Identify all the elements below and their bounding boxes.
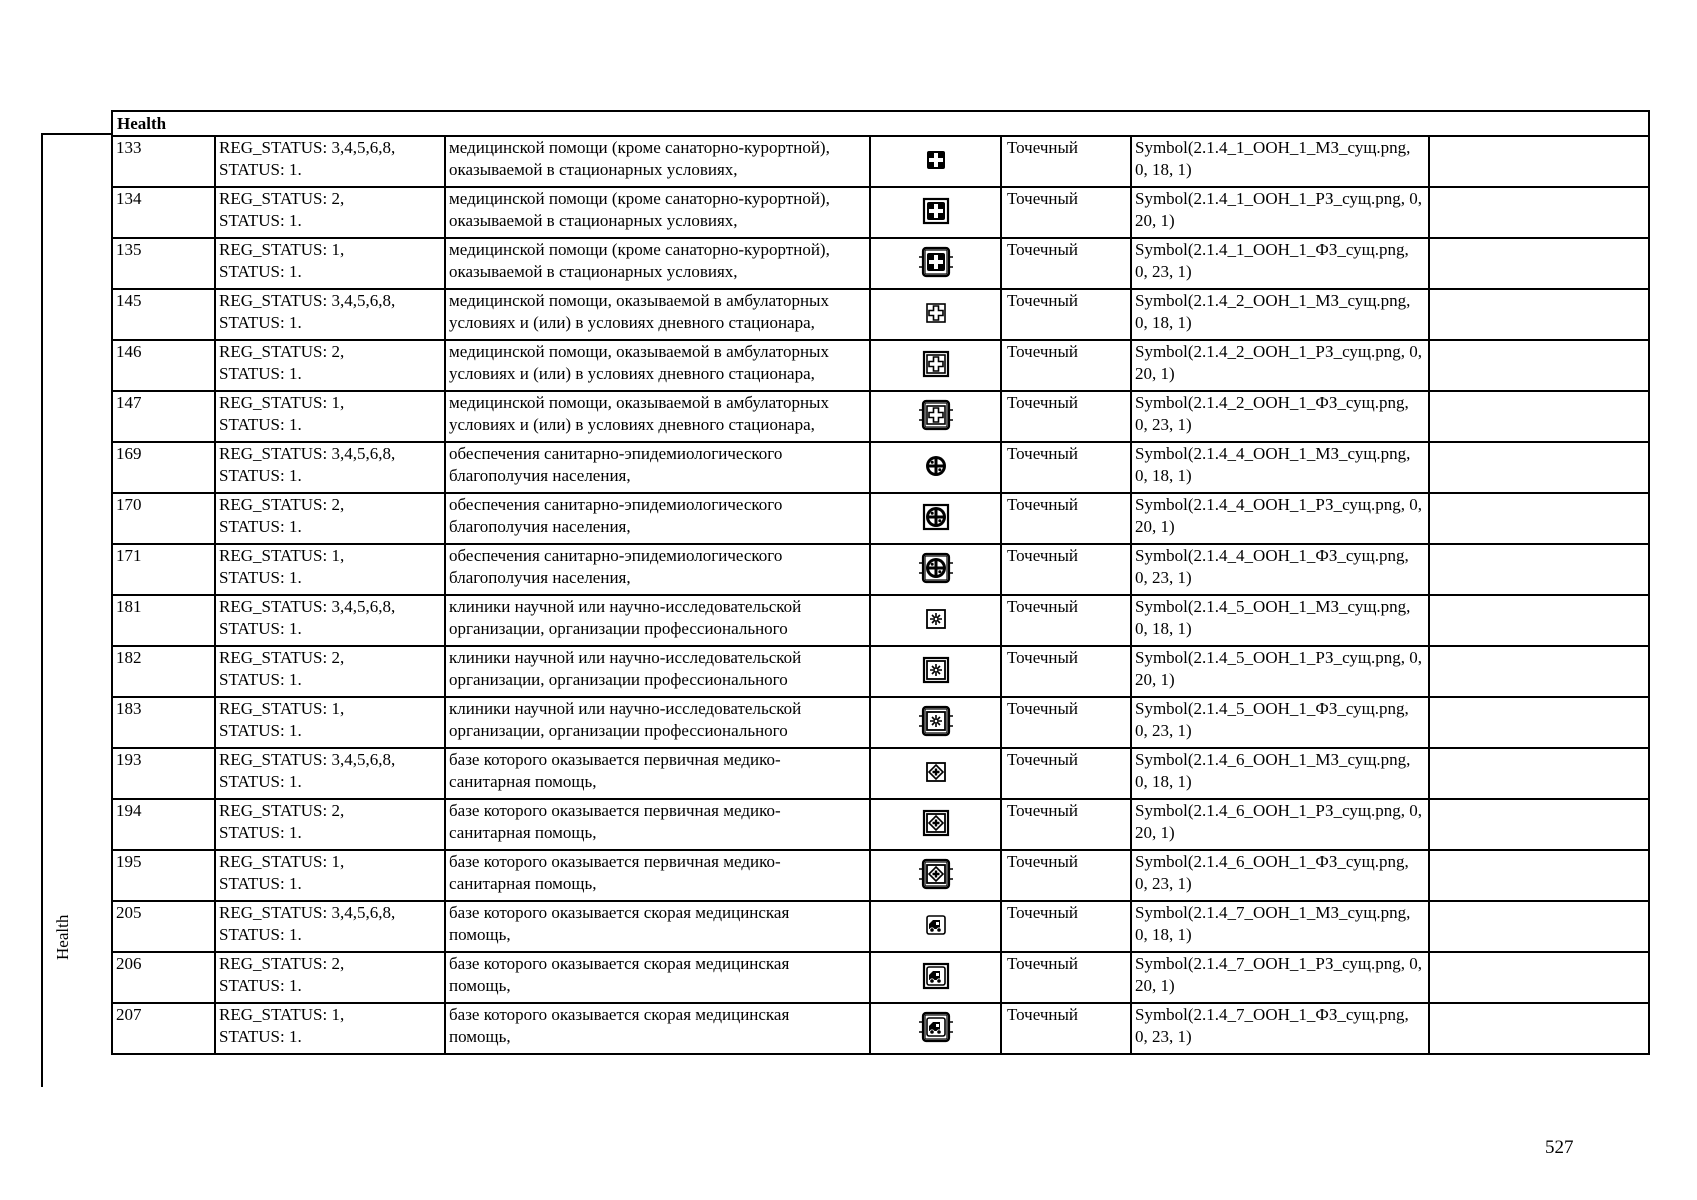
geometry-type-cell [1001,544,1131,595]
row-id-cell [112,850,215,901]
description-text: клиники научной или научно-исследовательской организации, организации профессионального [449,648,802,689]
geometry-type: Точечный [1007,393,1079,412]
table-row [112,697,1649,748]
geometry-type: Точечный [1007,699,1079,718]
description-cell [445,544,870,595]
symbol-file-cell [1131,442,1429,493]
symbol-cell [870,697,1001,748]
description-text: медицинской помощи (кроме санаторно-курортной), оказываемой в стационарных условиях, [449,240,830,281]
outline-cross-icon [914,392,958,438]
description-text: медицинской помощи (кроме санаторно-курортной), оказываемой в стационарных условиях, [449,138,830,179]
row-id-cell [112,1003,215,1054]
row-id-cell [112,187,215,238]
row-id-cell [112,136,215,187]
row-id-cell [112,697,215,748]
description-text: медицинской помощи, оказываемой в амбулаторных условиях и (или) в условиях дневного стационара, [449,393,829,434]
empty-cell [1429,544,1649,595]
status-text: REG_STATUS: 2, STATUS: 1. [219,342,345,383]
geometry-type: Точечный [1007,648,1079,667]
description-cell [445,748,870,799]
geometry-type-cell [1001,799,1131,850]
geometry-type: Точечный [1007,546,1079,565]
sanitary-icon [914,545,958,591]
status-text: REG_STATUS: 1, STATUS: 1. [219,1005,345,1046]
cross-icon [914,137,958,183]
description-cell [445,952,870,1003]
row-id-cell [112,238,215,289]
symbol-file-cell [1131,901,1429,952]
geometry-type: Точечный [1007,240,1079,259]
status-text: REG_STATUS: 3,4,5,6,8, STATUS: 1. [219,903,396,944]
status-cell [215,595,445,646]
diamond-cross-icon [914,749,958,795]
description-text: базе которого оказывается первичная медико- санитарная помощь, [449,852,781,893]
symbol-file: Symbol(2.1.4_6_ООН_1_МЗ_сущ.png, 0, 18, 1) [1135,750,1411,791]
status-cell [215,340,445,391]
ambulance-icon [914,902,958,948]
row-id: 207 [116,1005,142,1024]
description-text: медицинской помощи, оказываемой в амбулаторных условиях и (или) в условиях дневного стационара, [449,291,829,332]
symbol-file: Symbol(2.1.4_6_ООН_1_РЗ_сущ.png, 0, 20, 1) [1135,801,1422,842]
symbol-cell [870,238,1001,289]
table-row [112,340,1649,391]
symbol-file-cell [1131,748,1429,799]
description-cell [445,697,870,748]
table-row [112,187,1649,238]
symbol-cell [870,850,1001,901]
diamond-cross-icon [914,851,958,897]
geometry-type-cell [1001,391,1131,442]
geometry-type-cell [1001,901,1131,952]
description-text: медицинской помощи (кроме санаторно-курортной), оказываемой в стационарных условиях, [449,189,830,230]
row-id-cell [112,289,215,340]
outline-cross-icon [914,341,958,387]
symbol-cell [870,748,1001,799]
symbol-cell [870,289,1001,340]
status-text: REG_STATUS: 2, STATUS: 1. [219,801,345,842]
clinic-icon [914,647,958,693]
symbol-cell [870,595,1001,646]
description-text: базе которого оказывается первичная медико- санитарная помощь, [449,801,781,842]
row-id-cell [112,646,215,697]
row-id: 194 [116,801,142,820]
description-cell [445,187,870,238]
row-id: 182 [116,648,142,667]
symbol-file: Symbol(2.1.4_4_ООН_1_МЗ_сущ.png, 0, 18, 1) [1135,444,1411,485]
empty-cell [1429,238,1649,289]
symbol-file-cell [1131,289,1429,340]
row-id: 134 [116,189,142,208]
symbol-file: Symbol(2.1.4_6_ООН_1_ФЗ_сущ.png, 0, 23, 1) [1135,852,1409,893]
status-text: REG_STATUS: 3,4,5,6,8, STATUS: 1. [219,444,396,485]
symbol-file-cell [1131,646,1429,697]
description-text: базе которого оказывается скорая медицинская помощь, [449,1005,790,1046]
row-id: 195 [116,852,142,871]
geometry-type: Точечный [1007,801,1079,820]
description-cell [445,493,870,544]
geometry-type: Точечный [1007,903,1079,922]
geometry-type-cell [1001,442,1131,493]
symbol-table [111,110,1650,1055]
table-row [112,646,1649,697]
geometry-type-cell [1001,697,1131,748]
empty-cell [1429,1003,1649,1054]
symbol-cell [870,442,1001,493]
status-text: REG_STATUS: 1, STATUS: 1. [219,240,345,281]
status-cell [215,289,445,340]
empty-cell [1429,595,1649,646]
empty-cell [1429,187,1649,238]
ambulance-icon [914,1004,958,1050]
description-cell [445,1003,870,1054]
status-cell [215,544,445,595]
empty-cell [1429,697,1649,748]
symbol-cell [870,901,1001,952]
status-cell [215,1003,445,1054]
row-id-cell [112,493,215,544]
clinic-icon [914,698,958,744]
row-id: 133 [116,138,142,157]
symbol-file-cell [1131,493,1429,544]
empty-cell [1429,391,1649,442]
status-text: REG_STATUS: 3,4,5,6,8, STATUS: 1. [219,597,396,638]
status-cell [215,952,445,1003]
geometry-type: Точечный [1007,495,1079,514]
geometry-type-cell [1001,748,1131,799]
status-cell [215,646,445,697]
geometry-type-cell [1001,595,1131,646]
status-text: REG_STATUS: 1, STATUS: 1. [219,393,345,434]
description-text: обеспечения санитарно-эпидемиологического благополучия населения, [449,495,783,536]
empty-cell [1429,952,1649,1003]
geometry-type-cell [1001,289,1131,340]
diamond-cross-icon [914,800,958,846]
empty-cell [1429,340,1649,391]
row-id-cell [112,340,215,391]
description-text: клиники научной или научно-исследовательской организации, организации профессионального [449,699,802,740]
empty-cell [1429,646,1649,697]
empty-cell [1429,442,1649,493]
description-cell [445,595,870,646]
geometry-type: Точечный [1007,291,1079,310]
geometry-type: Точечный [1007,852,1079,871]
symbol-file: Symbol(2.1.4_5_ООН_1_ФЗ_сущ.png, 0, 23, 1) [1135,699,1409,740]
description-cell [445,136,870,187]
row-id: 206 [116,954,142,973]
status-text: REG_STATUS: 2, STATUS: 1. [219,189,345,230]
table-row [112,595,1649,646]
empty-cell [1429,493,1649,544]
symbol-file: Symbol(2.1.4_1_ООН_1_МЗ_сущ.png, 0, 18, 1) [1135,138,1411,179]
description-text: базе которого оказывается первичная медико- санитарная помощь, [449,750,781,791]
row-id-cell [112,748,215,799]
table-row [112,748,1649,799]
description-cell [445,238,870,289]
table-row [112,850,1649,901]
cross-icon [914,239,958,285]
clinic-icon [914,596,958,642]
geometry-type-cell [1001,187,1131,238]
table-row [112,289,1649,340]
description-text: базе которого оказывается скорая медицинская помощь, [449,903,790,944]
status-text: REG_STATUS: 1, STATUS: 1. [219,699,345,740]
row-id: 193 [116,750,142,769]
symbol-file: Symbol(2.1.4_7_ООН_1_МЗ_сущ.png, 0, 18, 1) [1135,903,1411,944]
symbol-file: Symbol(2.1.4_2_ООН_1_МЗ_сущ.png, 0, 18, 1) [1135,291,1411,332]
status-cell [215,799,445,850]
empty-cell [1429,136,1649,187]
sidebar-border-top [41,133,111,135]
description-cell [445,850,870,901]
symbol-cell [870,544,1001,595]
geometry-type-cell [1001,850,1131,901]
symbol-cell [870,646,1001,697]
status-cell [215,391,445,442]
status-text: REG_STATUS: 3,4,5,6,8, STATUS: 1. [219,138,396,179]
status-cell [215,493,445,544]
sanitary-icon [914,443,958,489]
status-cell [215,442,445,493]
empty-cell [1429,799,1649,850]
table-row [112,952,1649,1003]
geometry-type-cell [1001,493,1131,544]
table-row [112,544,1649,595]
symbol-cell [870,136,1001,187]
geometry-type: Точечный [1007,750,1079,769]
symbol-file-cell [1131,544,1429,595]
row-id-cell [112,952,215,1003]
symbol-cell [870,340,1001,391]
ambulance-icon [914,953,958,999]
symbol-file: Symbol(2.1.4_2_ООН_1_РЗ_сущ.png, 0, 20, 1) [1135,342,1422,383]
status-text: REG_STATUS: 3,4,5,6,8, STATUS: 1. [219,291,396,332]
geometry-type-cell [1001,646,1131,697]
geometry-type-cell [1001,1003,1131,1054]
table-row [112,1003,1649,1054]
empty-cell [1429,901,1649,952]
symbol-cell [870,493,1001,544]
row-id: 181 [116,597,142,616]
sidebar-border [41,133,43,1087]
geometry-type-cell [1001,136,1131,187]
table-row [112,238,1649,289]
empty-cell [1429,850,1649,901]
symbol-file: Symbol(2.1.4_5_ООН_1_РЗ_сущ.png, 0, 20, 1) [1135,648,1422,689]
description-text: медицинской помощи, оказываемой в амбулаторных условиях и (или) в условиях дневного стационара, [449,342,829,383]
empty-cell [1429,748,1649,799]
status-text: REG_STATUS: 2, STATUS: 1. [219,954,345,995]
description-cell [445,391,870,442]
status-cell [215,850,445,901]
empty-cell [1429,289,1649,340]
geometry-type: Точечный [1007,342,1079,361]
table-row [112,799,1649,850]
row-id-cell [112,799,215,850]
row-id-cell [112,595,215,646]
symbol-file-cell [1131,850,1429,901]
symbol-file-cell [1131,136,1429,187]
row-id: 169 [116,444,142,463]
symbol-file: Symbol(2.1.4_7_ООН_1_РЗ_сущ.png, 0, 20, 1) [1135,954,1422,995]
geometry-type: Точечный [1007,1005,1079,1024]
symbol-file-cell [1131,952,1429,1003]
status-text: REG_STATUS: 1, STATUS: 1. [219,546,345,587]
description-cell [445,340,870,391]
row-id: 205 [116,903,142,922]
symbol-file-cell [1131,187,1429,238]
geometry-type: Точечный [1007,138,1079,157]
status-cell [215,901,445,952]
page-number: 527 [1545,1137,1574,1158]
section-title: Health [112,111,1649,136]
description-text: базе которого оказывается скорая медицинская помощь, [449,954,790,995]
description-cell [445,799,870,850]
row-id: 171 [116,546,142,565]
status-text: REG_STATUS: 2, STATUS: 1. [219,495,345,536]
table-row [112,391,1649,442]
symbol-file: Symbol(2.1.4_7_ООН_1_ФЗ_сущ.png, 0, 23, 1) [1135,1005,1409,1046]
row-id: 183 [116,699,142,718]
status-cell [215,697,445,748]
description-cell [445,901,870,952]
symbol-file-cell [1131,697,1429,748]
geometry-type: Точечный [1007,954,1079,973]
description-text: обеспечения санитарно-эпидемиологического благополучия населения, [449,444,783,485]
symbol-file-cell [1131,340,1429,391]
symbol-cell [870,187,1001,238]
symbol-file: Symbol(2.1.4_4_ООН_1_ФЗ_сущ.png, 0, 23, 1) [1135,546,1409,587]
geometry-type: Точечный [1007,189,1079,208]
status-text: REG_STATUS: 1, STATUS: 1. [219,852,345,893]
symbol-cell [870,799,1001,850]
symbol-file-cell [1131,1003,1429,1054]
row-id: 170 [116,495,142,514]
symbol-file: Symbol(2.1.4_2_ООН_1_ФЗ_сущ.png, 0, 23, 1) [1135,393,1409,434]
row-id-cell [112,391,215,442]
geometry-type: Точечный [1007,444,1079,463]
symbol-file-cell [1131,238,1429,289]
status-text: REG_STATUS: 2, STATUS: 1. [219,648,345,689]
geometry-type-cell [1001,238,1131,289]
description-cell [445,442,870,493]
status-text: REG_STATUS: 3,4,5,6,8, STATUS: 1. [219,750,396,791]
status-cell [215,187,445,238]
description-text: клиники научной или научно-исследовательской организации, организации профессионального [449,597,802,638]
symbol-cell [870,391,1001,442]
geometry-type: Точечный [1007,597,1079,616]
status-cell [215,136,445,187]
table-section-header [112,111,1649,136]
symbol-file-cell [1131,595,1429,646]
geometry-type-cell [1001,952,1131,1003]
description-cell [445,646,870,697]
symbol-file: Symbol(2.1.4_4_ООН_1_РЗ_сущ.png, 0, 20, 1) [1135,495,1422,536]
symbol-file: Symbol(2.1.4_1_ООН_1_ФЗ_сущ.png, 0, 23, 1) [1135,240,1409,281]
row-id: 147 [116,393,142,412]
table-row [112,901,1649,952]
sanitary-icon [914,494,958,540]
outline-cross-icon [914,290,958,336]
row-id-cell [112,442,215,493]
symbol-file: Symbol(2.1.4_5_ООН_1_МЗ_сущ.png, 0, 18, 1) [1135,597,1411,638]
description-text: обеспечения санитарно-эпидемиологического благополучия населения, [449,546,783,587]
row-id: 145 [116,291,142,310]
table-row [112,136,1649,187]
symbol-cell [870,1003,1001,1054]
status-cell [215,238,445,289]
symbol-file: Symbol(2.1.4_1_ООН_1_РЗ_сущ.png, 0, 20, 1) [1135,189,1422,230]
symbol-file-cell [1131,391,1429,442]
description-cell [445,289,870,340]
symbol-file-cell [1131,799,1429,850]
cross-icon [914,188,958,234]
table-row [112,442,1649,493]
row-id: 146 [116,342,142,361]
table-row [112,493,1649,544]
geometry-type-cell [1001,340,1131,391]
status-cell [215,748,445,799]
symbol-cell [870,952,1001,1003]
row-id: 135 [116,240,142,259]
row-id-cell [112,544,215,595]
row-id-cell [112,901,215,952]
